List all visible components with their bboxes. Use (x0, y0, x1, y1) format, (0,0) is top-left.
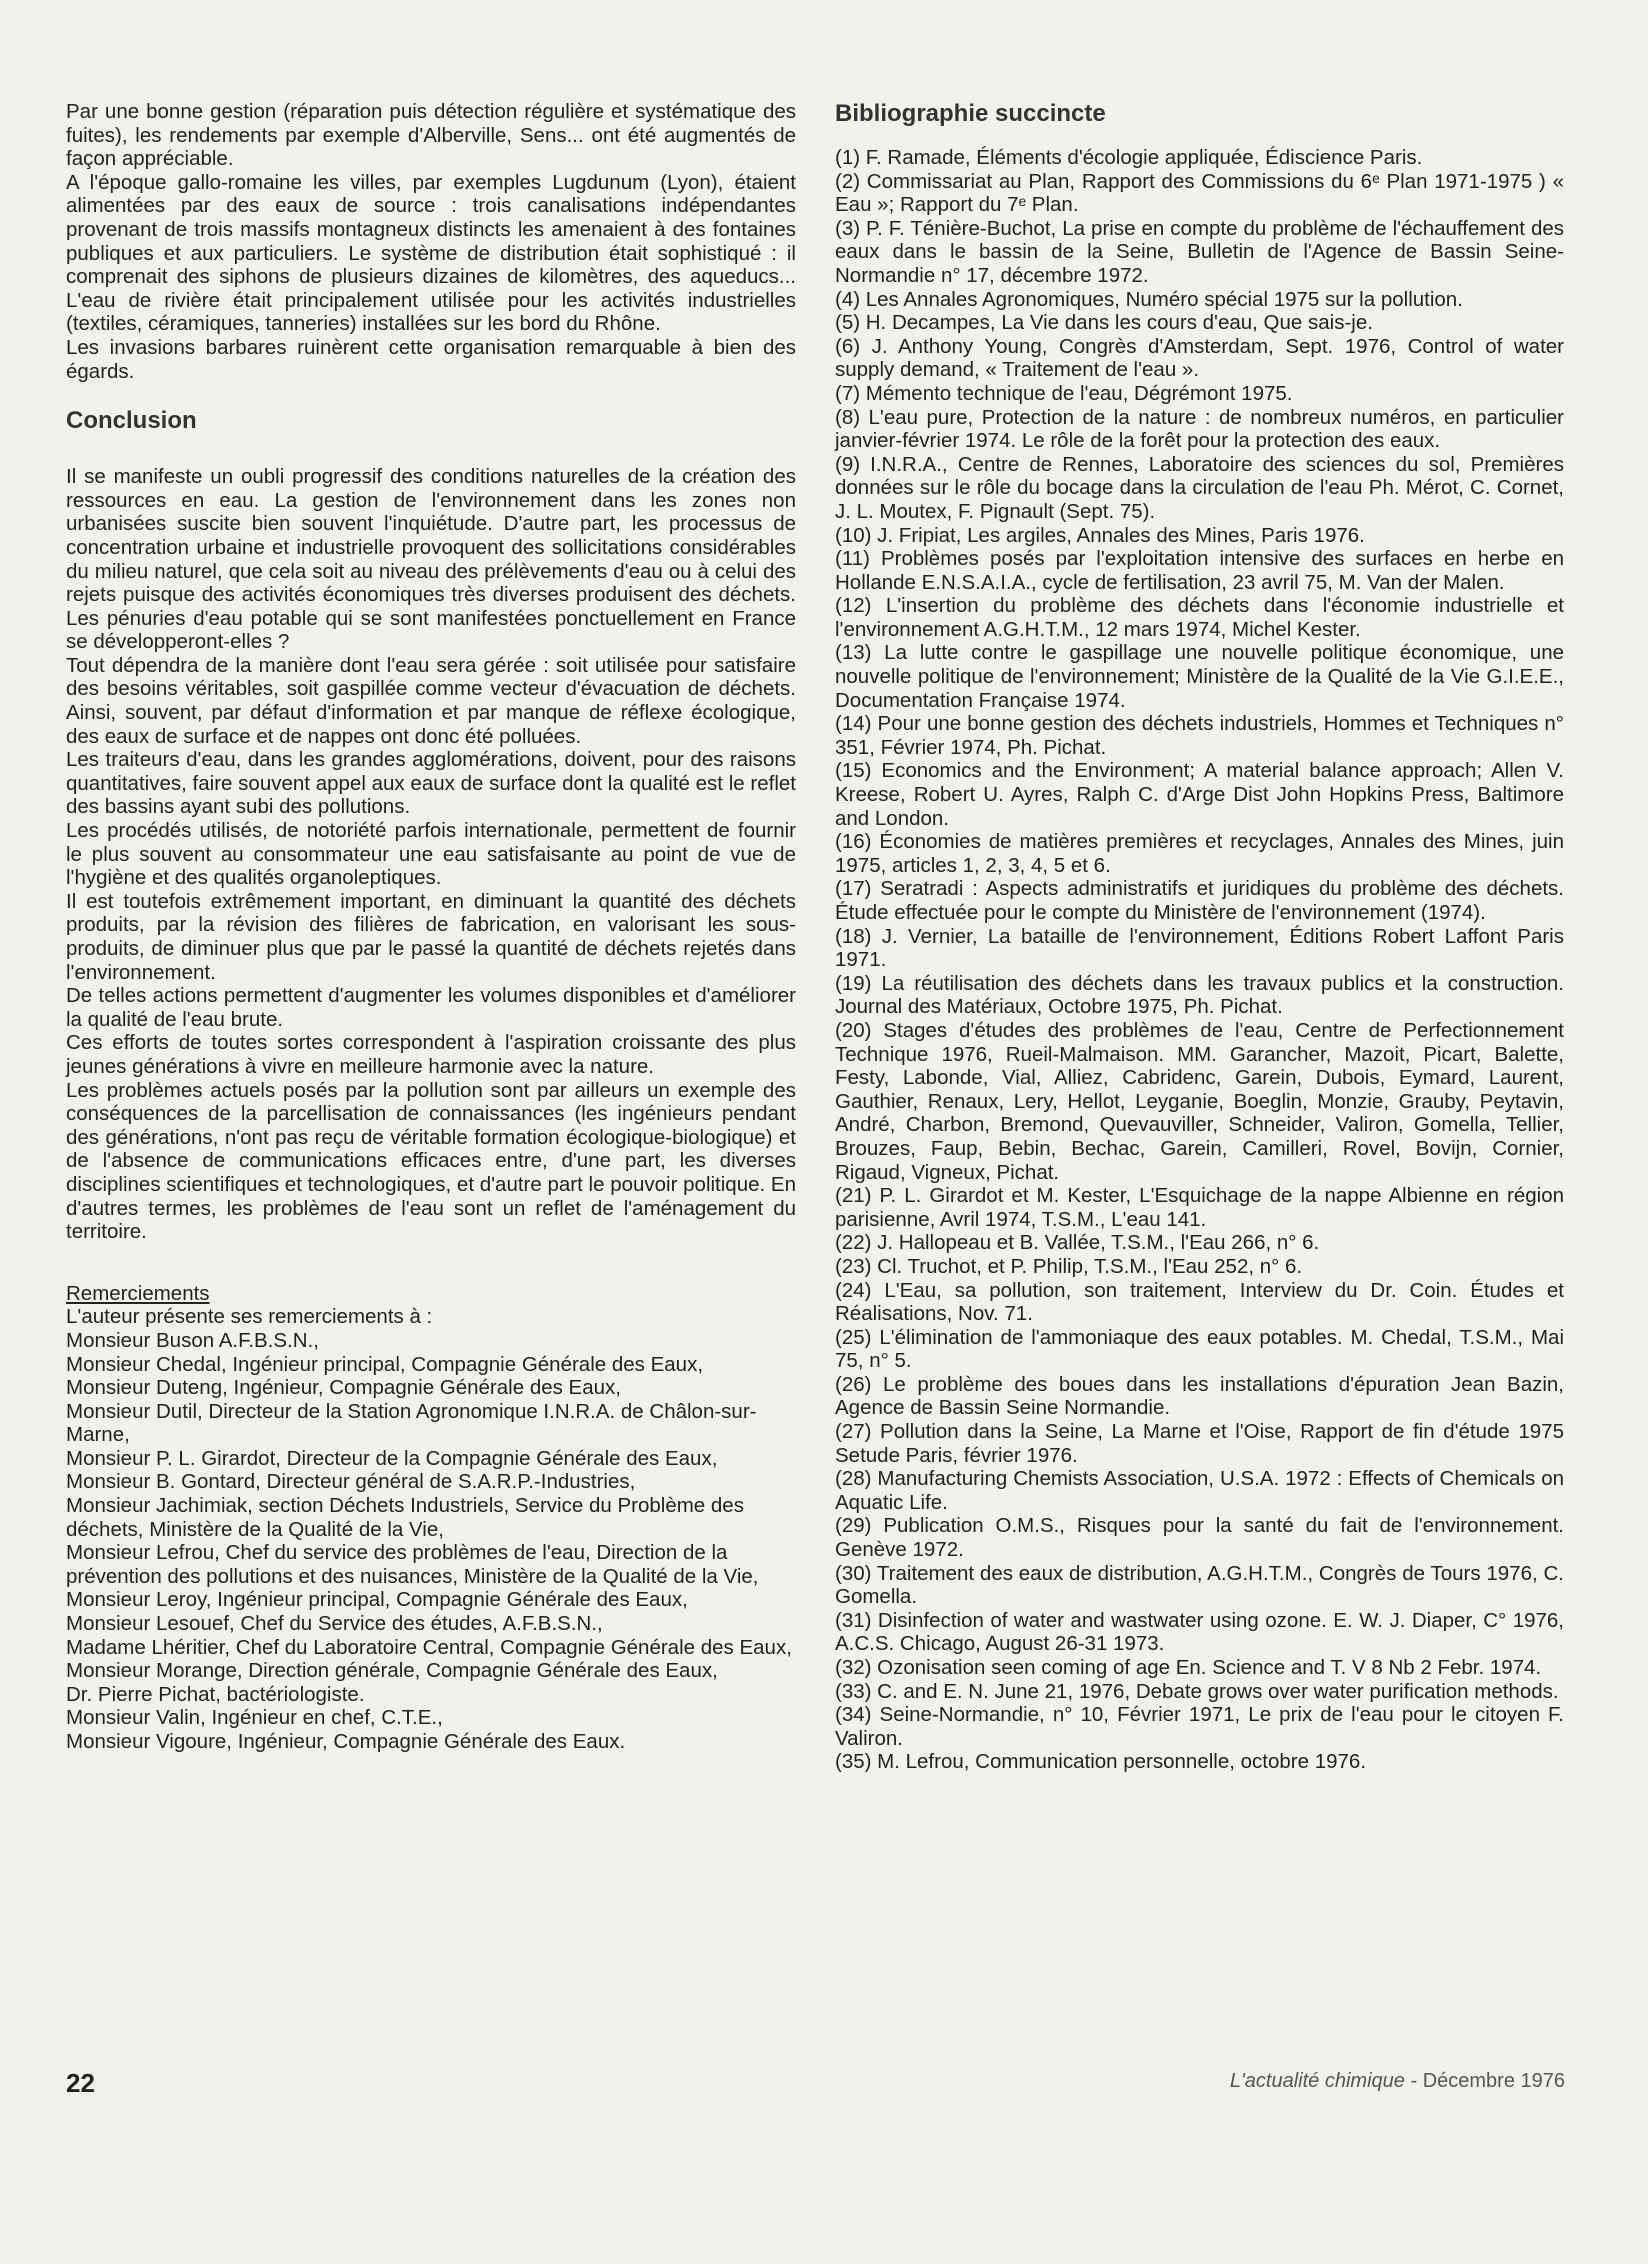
acknowledgement-line: Monsieur Dutil, Directeur de la Station Agronomique I.N.R.A. de Châlon-sur-Marne, (66, 1399, 757, 1447)
intro-paragraph: A l'époque gallo-romaine les villes, par exemples Lugdunum (Lyon), étaient alimentées par des eaux de source : trois canalisations indépendantes provenant de trois massifs montagneux distincts les amenaient à des fontaines publiques et aux particuliers. Le système de distribution était sophistiqué : il comprenait des siphons de plusieurs dizaines de kilomètres, des aqueducs... L'eau de rivière était principalement utilisée pour les activités industrielles (textiles, céramiques, tanneries) installées sur les bord du Rhône. (66, 170, 796, 336)
acknowledgement-line: Monsieur B. Gontard, Directeur général de S.A.R.P.-Industries, (66, 1470, 636, 1494)
issue-date: Décembre 1976 (1422, 2070, 1565, 2092)
intro-paragraph: Les invasions barbares ruinèrent cette organisation remarquable à bien des égards. (66, 335, 796, 383)
left-column (66, 100, 796, 1754)
conclusion-paragraph: Les procédés utilisés, de notoriété parfois internationale, permettent de fournir le plus souvent au consommateur une eau satisfaisante au point de vue de l'hygiène et des qualités organoleptiques. (66, 819, 796, 890)
conclusion-paragraph: Ces efforts de toutes sortes correspondent à l'aspiration croissante des plus jeunes générations à vivre en meilleure harmonie avec la nature. (66, 1031, 796, 1078)
conclusion-section (66, 465, 796, 1244)
reference-entry: (4) Les Annales Agronomiques, Numéro spécial 1975 sur la pollution. (835, 287, 1463, 311)
reference-entry: (3) P. F. Ténière-Buchot, La prise en compte du problème de l'échauffement des eaux dans le bassin de la Seine, Bulletin de l'Agence de Bassin Seine-Normandie n° 17, décembre 1972. (835, 216, 1564, 287)
reference-entry: (31) Disinfection of water and wastwater using ozone. E. W. J. Diaper, C° 1976, A.C.S. Chicago, August 26-31 1973. (835, 1608, 1564, 1656)
conclusion-paragraph: Il est toutefois extrêmement important, en diminuant la quantité des déchets produits, par la révision des filières de fabrication, en valorisant les sous-produits, de diminuer plus que par le passé la quantité de déchets rejetés dans l'environnement. (66, 889, 796, 984)
page-number: 22 (66, 2068, 95, 2098)
acknowledgement-line: Dr. Pierre Pichat, bactériologiste. (66, 1682, 365, 1706)
reference-entry: (30) Traitement des eaux de distribution, A.G.H.T.M., Congrès de Tours 1976, C. Gomella. (835, 1561, 1564, 1609)
reference-entry: (24) L'Eau, sa pollution, son traitement, Interview du Dr. Coin. Études et Réalisations, Nov. 71. (835, 1278, 1564, 1326)
acknowledgement-line: Monsieur Duteng, Ingénieur, Compagnie Générale des Eaux, (66, 1376, 621, 1400)
reference-entry: (10) J. Fripiat, Les argiles, Annales des Mines, Paris 1976. (835, 523, 1365, 547)
intro-section (66, 100, 796, 383)
intro-paragraph: Par une bonne gestion (réparation puis détection régulière et systématique des fuites), les rendements par exemple d'Alberville, Sens... ont été augmentés de façon appréciable. (66, 100, 796, 171)
acknowledgement-line: Monsieur Buson A.F.B.S.N., (66, 1328, 319, 1352)
reference-entry: (17) Seratradi : Aspects administratifs et juridiques du problème des déchets. Étude effectuée pour le compte du Ministère de l'environnement (1974). (835, 877, 1564, 924)
reference-entry: (29) Publication O.M.S., Risques pour la santé du fait de l'environnement. Genève 1972. (835, 1514, 1564, 1562)
conclusion-heading: Conclusion (66, 407, 197, 435)
acknowledgement-list (66, 1305, 796, 1753)
conclusion-paragraph: Il se manifeste un oubli progressif des conditions naturelles de la création des ressources en eau. La gestion de l'environnement dans les zones non urbanisées suscite bien souvent l'inquiétude. D'autre part, les processus de concentration urbaine et industrielle provoquent des sollicitations considérables du milieu naturel, que cela soit au niveau des prélèvements d'eau ou à celui des rejets puisque des activités économiques très diverses produisent des déchets. Les pénuries d'eau potable qui se sont manifestées ponctuellement en France se développeront-elles ? (66, 465, 796, 654)
reference-entry: (25) L'élimination de l'ammoniaque des eaux potables. M. Chedal, T.S.M., Mai 75, n° 5. (835, 1325, 1564, 1373)
conclusion-paragraph: Les problèmes actuels posés par la pollution sont par ailleurs un exemple des conséquences de la parcellisation de connaissances (les ingénieurs pendant des générations, n'ont pas reçu de véritable formation écologique-biologique) et de l'absence de communications efficaces entre, d'une part, les diverses disciplines scientifiques et technologiques, et d'autre part le pouvoir politique. En d'autres termes, les problèmes de l'eau sont un reflet de l'aménagement du territoire. (66, 1078, 796, 1244)
reference-entry: (13) La lutte contre le gaspillage une nouvelle politique économique, une nouvelle politique de l'environnement; Ministère de la Qualité de la Vie G.I.E.E., Documentation Française 1974. (835, 641, 1564, 712)
reference-entry: (15) Economics and the Environment; A material balance approach; Allen V. Kreese, Robert U. Ayres, Ralph C. d'Arge Dist John Hopkins Press, Baltimore and London. (835, 759, 1564, 830)
reference-entry: (7) Mémento technique de l'eau, Dégrémont 1975. (835, 381, 1293, 405)
remerciements-section (66, 1282, 796, 1754)
reference-entry: (9) I.N.R.A., Centre de Rennes, Laboratoire des sciences du sol, Premières données sur le rôle du bocage dans la circulation de l'eau Ph. Mérot, C. Cornet, J. L. Moutex, F. Pignault (Sept. 75). (835, 452, 1564, 523)
footer-separator: - (1410, 2070, 1418, 2092)
reference-entry: (23) Cl. Truchot, et P. Philip, T.S.M., l'Eau 252, n° 6. (835, 1254, 1303, 1278)
reference-entry: (2) Commissariat au Plan, Rapport des Commissions du 6ᵉ Plan 1971-1975 ) « Eau »; Rapport du 7ᵉ Plan. (835, 169, 1564, 217)
reference-entry: (26) Le problème des boues dans les installations d'épuration Jean Bazin, Agence de Bassin Seine Normandie. (835, 1372, 1564, 1420)
right-column (835, 100, 1564, 1774)
reference-entry: (16) Économies de matières premières et recyclages, Annales des Mines, juin 1975, articles 1, 2, 3, 4, 5 et 6. (835, 830, 1564, 877)
acknowledgement-line: Monsieur Lefrou, Chef du service des problèmes de l'eau, Direction de la prévention des pollutions et des nuisances, Ministère de la Qualité de la Vie, (66, 1541, 759, 1588)
reference-entry: (8) L'eau pure, Protection de la nature : de nombreux numéros, en particulier janvier-février 1974. Le rôle de la forêt pour la protection des eaux. (835, 405, 1564, 453)
reference-entry: (28) Manufacturing Chemists Association, U.S.A. 1972 : Effects of Chemicals on Aquatic Life. (835, 1467, 1564, 1514)
reference-entry: (5) H. Decampes, La Vie dans les cours d'eau, Que sais-je. (835, 311, 1373, 335)
reference-entry: (12) L'insertion du problème des déchets dans l'économie industrielle et l'environnement A.G.H.T.M., 12 mars 1974, Michel Kester. (835, 594, 1564, 641)
acknowledgement-line: Monsieur Valin, Ingénieur en chef, C.T.E., (66, 1706, 443, 1730)
footer-citation (1230, 2070, 1565, 2093)
reference-entry: (35) M. Lefrou, Communication personnelle, octobre 1976. (835, 1750, 1367, 1774)
remerciements-title: Remerciements (66, 1281, 210, 1305)
reference-entry: (14) Pour une bonne gestion des déchets industriels, Hommes et Techniques n° 351, Février 1974, Ph. Pichat. (835, 712, 1564, 759)
acknowledgement-line: Madame Lhéritier, Chef du Laboratoire Central, Compagnie Générale des Eaux, (66, 1635, 792, 1659)
reference-entry: (21) P. L. Girardot et M. Kester, L'Esquichage de la nappe Albienne en région parisienne, Avril 1974, T.S.M., L'eau 141. (835, 1184, 1564, 1231)
conclusion-paragraph: Les traiteurs d'eau, dans les grandes agglomérations, doivent, pour des raisons quantitatives, faire souvent appel aux eaux de surface dont la qualité est le reflet des bassins ayant subi des pollutions. (66, 748, 796, 819)
conclusion-paragraph: Tout dépendra de la manière dont l'eau sera gérée : soit utilisée pour satisfaire des besoins véritables, soit gaspillée comme vecteur d'évacuation de déchets. Ainsi, souvent, par défaut d'information et par manque de réflexe écologique, des eaux de surface et de nappes ont donc été polluées. (66, 653, 796, 748)
acknowledgement-line: Monsieur Leroy, Ingénieur principal, Compagnie Générale des Eaux, (66, 1588, 688, 1612)
reference-entry: (1) F. Ramade, Éléments d'écologie appliquée, Édiscience Paris. (835, 146, 1423, 169)
bibliography-heading: Bibliographie succincte (835, 100, 1106, 127)
journal-name: L'actualité chimique (1229, 2070, 1405, 2092)
acknowledgement-line: L'auteur présente ses remerciements à : (66, 1305, 433, 1329)
reference-entry: (22) J. Hallopeau et B. Vallée, T.S.M., l'Eau 266, n° 6. (835, 1231, 1320, 1255)
reference-entry: (18) J. Vernier, La bataille de l'environnement, Éditions Robert Laffont Paris 1971. (835, 924, 1564, 972)
reference-entry: (11) Problèmes posés par l'exploitation intensive des surfaces en herbe en Hollande E.N.S.A.I.A., cycle de fertilisation, 23 avril 75, M. Van der Malen. (835, 547, 1564, 594)
reference-entry: (33) C. and E. N. June 21, 1976, Debate grows over water purification methods. (835, 1679, 1559, 1703)
acknowledgement-line: Monsieur Vigoure, Ingénieur, Compagnie Générale des Eaux. (66, 1730, 626, 1753)
reference-entry: (20) Stages d'études des problèmes de l'eau, Centre de Perfectionnement Technique 1976, Rueil-Malmaison. MM. Garancher, Mazoit, Picart, Balette, Festy, Labonde, Vial, Alliez, Cabridenc, Garein, Dubois, Eymard, Laurent, Gauthier, Renaux, Lery, Hellot, Leyganie, Boeglin, Monzie, Grauby, Peytavin, André, Charbon, Bremond, Quevauviller, Schneider, Valiron, Gomella, Tellier, Brouzes, Faup, Bebin, Bechac, Garein, Camilleri, Rovel, Bovijn, Cornier, Rigaud, Vigneux, Pichat. (835, 1018, 1564, 1184)
acknowledgement-line: Monsieur Jachimiak, section Déchets Industriels, Service du Problème des déchets, Ministère de la Qualité de la Vie, (66, 1494, 744, 1541)
acknowledgement-line: Monsieur Lesouef, Chef du Service des études, A.F.B.S.N., (66, 1612, 603, 1636)
reference-entry: (34) Seine-Normandie, n° 10, Février 1971, Le prix de l'eau pour le citoyen F. Valiron. (835, 1703, 1564, 1750)
acknowledgement-line: Monsieur Morange, Direction générale, Compagnie Générale des Eaux, (66, 1659, 718, 1683)
reference-entry: (27) Pollution dans la Seine, La Marne et l'Oise, Rapport de fin d'étude 1975 Setude Paris, février 1976. (835, 1420, 1564, 1467)
reference-list (835, 146, 1564, 1774)
conclusion-paragraph: De telles actions permettent d'augmenter les volumes disponibles et d'améliorer la qualité de l'eau brute. (66, 984, 796, 1031)
reference-entry: (32) Ozonisation seen coming of age En. Science and T. V 8 Nb 2 Febr. 1974. (835, 1656, 1542, 1679)
acknowledgement-line: Monsieur P. L. Girardot, Directeur de la Compagnie Générale des Eaux, (66, 1446, 718, 1470)
reference-entry: (6) J. Anthony Young, Congrès d'Amsterdam, Sept. 1976, Control of water supply demand, « Traitement de l'eau ». (835, 334, 1564, 382)
acknowledgement-line: Monsieur Chedal, Ingénieur principal, Compagnie Générale des Eaux, (66, 1352, 704, 1376)
reference-entry: (19) La réutilisation des déchets dans les travaux publics et la construction. Journal des Matériaux, Octobre 1975, Ph. Pichat. (835, 971, 1564, 1019)
